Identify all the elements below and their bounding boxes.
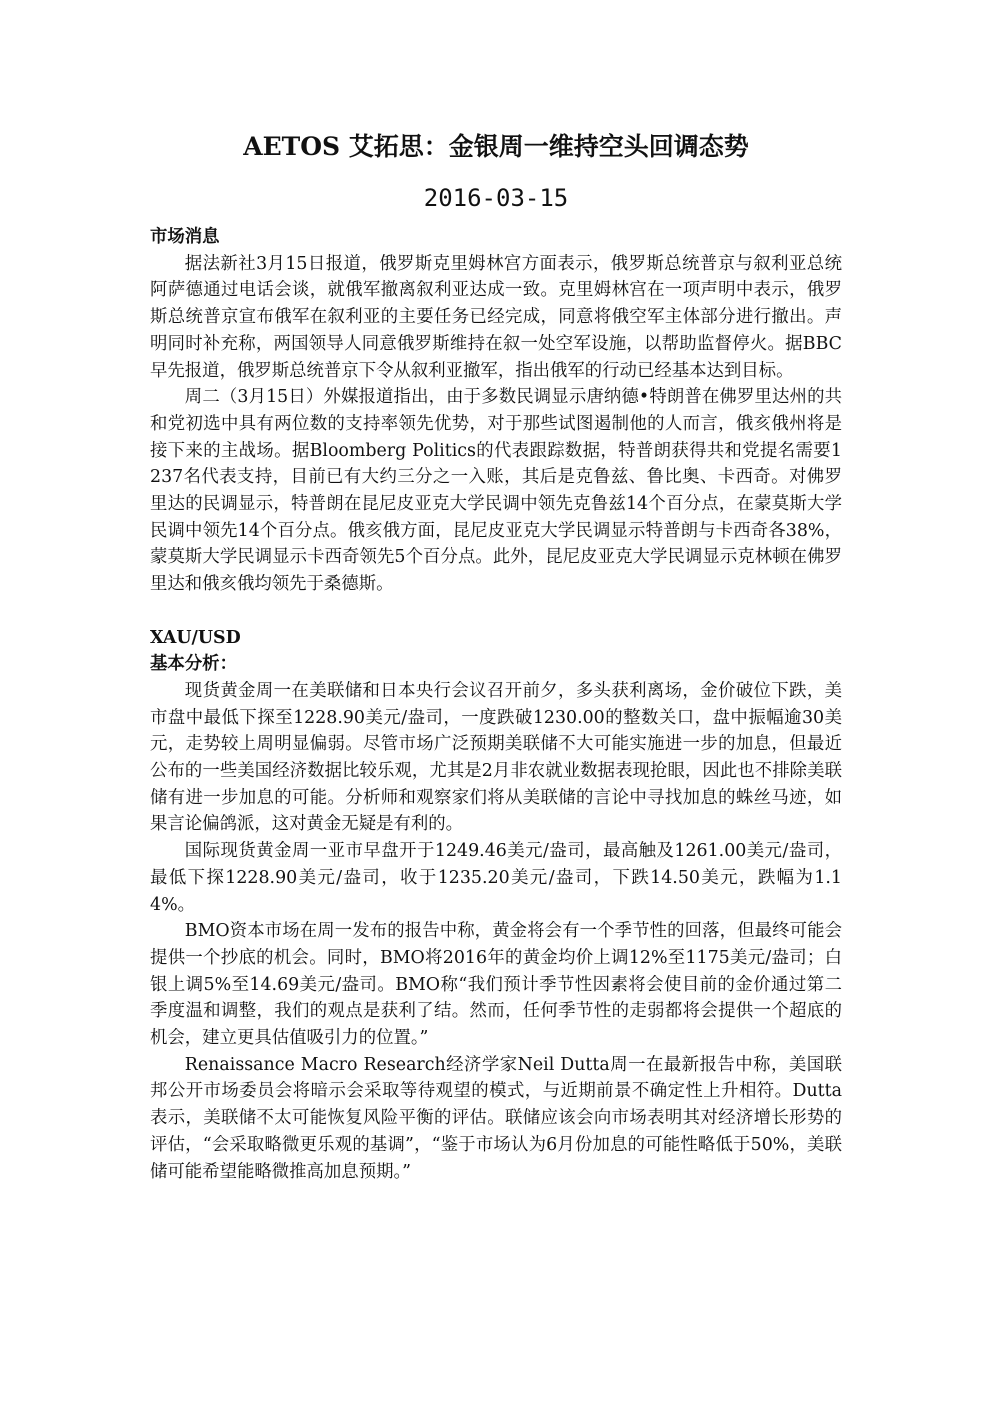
market-news-paragraph-2: 周二（3月15日）外媒报道指出，由于多数民调显示唐纳德•特朗普在佛罗里达州的共和党初选中具有两位数的支持率领先优势，对于那些试图遏制他的人而言，俄亥俄州将是接下来的主战场。据Bloomberg Politics的代表跟踪数据，特普朗获得共和党提名需要1237名代表支持，目前已有大约三分之一入账，其后是克鲁兹、鲁比奥、卡西奇。对佛罗里达的民调显示，特普朗在昆尼皮亚克大学民调中领先克鲁兹14个百分点，在蒙莫斯大学民调中领先14个百分点。俄亥俄方面，昆尼皮亚克大学民调显示特普朗与卡西奇各38%，蒙莫斯大学民调显示卡西奇领先5个百分点。此外，昆尼皮亚克大学民调显示克林顿在佛罗里达和俄亥俄均领先于桑德斯。 [150,387,842,595]
xau-paragraph-1: 现货黄金周一在美联储和日本央行会议召开前夕，多头获利离场，金价破位下跌，美市盘中最低下探至1228.90美元/盎司，一度跌破1230.00的整数关口，盘中振幅逾30美元，走势较上周明显偏弱。尽管市场广泛预期美联储不大可能实施进一步的加息，但最近公布的一些美国经济数据比较乐观，尤其是2月非农就业数据表现抢眼，因此也不排除美联储有进一步加息的可能。分析师和观察家们将从美联储的言论中寻找加息的蛛丝马迹，如果言论偏鸽派，这对黄金无疑是有利的。 [150,680,842,835]
xau-paragraph-2: 国际现货黄金周一亚市早盘开于1249.46美元/盎司，最高触及1261.00美元/盎司，最低下探1228.90美元/盎司，收于1235.20美元/盎司，下跌14.50美元，跌幅为1.14%。 [150,841,842,915]
xau-paragraph-3: BMO资本市场在周一发布的报告中称，黄金将会有一个季节性的回落，但最终可能会提供一个抄底的机会。同时，BMO将2016年的黄金均价上调12%至1175美元/盎司；白银上调5%至14.69美元/盎司。BMO称“我们预计季节性因素将会使目前的金价通过第二季度温和调整，我们的观点是获利了结。然而，任何季节性的走弱都将会提供一个超底的机会，建立更具估值吸引力的位置。” [150,921,842,1049]
xau-paragraph-4: Renaissance Macro Research经济学家Neil Dutta周一在最新报告中称，美国联邦公开市场委员会将暗示会采取等待观望的模式，与近期前景不确定性上升相符。Dutta表示，美联储不太可能恢复风险平衡的评估。联储应该会向市场表明其对经济增长形势的评估，“会采取略微更乐观的基调”，“鉴于市场认为6月份加息的可能性略低于50%，美联储可能希望能略微推高加息预期。” [150,1054,842,1182]
market-news-heading: 市场消息 [150,227,220,247]
document-date: 2016-03-15 [423,184,569,212]
document-body [150,224,842,1185]
market-news-paragraph-1: 据法新社3月15日报道，俄罗斯克里姆林宫方面表示，俄罗斯总统普京与叙利亚总统阿萨德通过电话会谈，就俄军撤离叙利亚达成一致。克里姆林宫在一项声明中表示，俄罗斯总统普京宣布俄军在叙利亚的主要任务已经完成，同意将俄空军主体部分进行撤出。声明同时补充称，两国领导人同意俄罗斯维持在叙一处空军设施，以帮助监督停火。据BBC早先报道，俄罗斯总统普京下令从叙利亚撤军，指出俄军的行动已经基本达到目标。 [150,253,842,381]
document-title: AETOS 艾拓思：金银周一维持空头回调态势 [243,132,749,161]
xau-usd-heading: XAU/USD [150,627,241,648]
section-spacer [150,598,842,625]
fundamental-analysis-heading: 基本分析： [150,654,237,675]
